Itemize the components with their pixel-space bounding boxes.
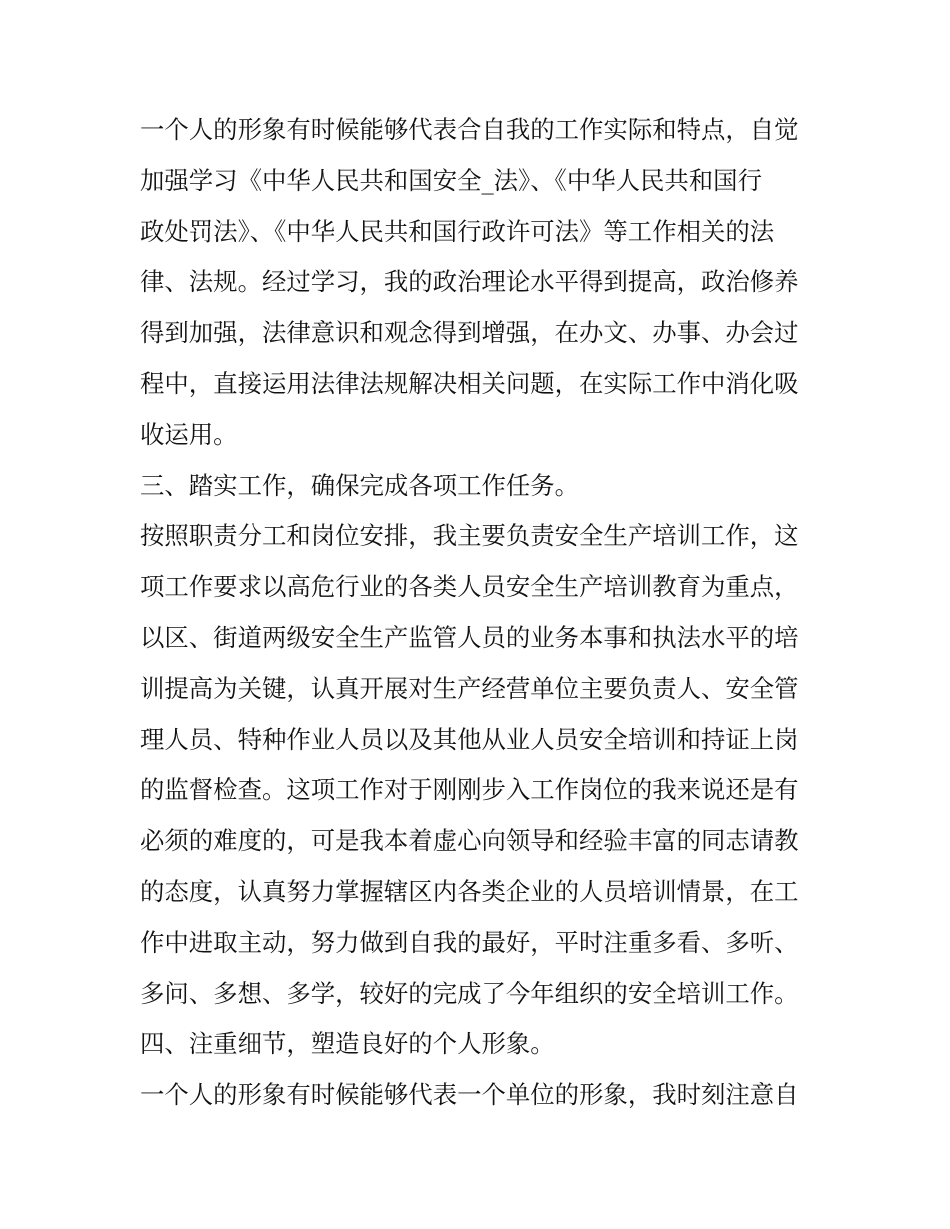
text-line: 一个人的形象有时候能够代表一个单位的形象，我时刻注意自 bbox=[140, 1080, 799, 1110]
text-line: 按照职责分工和岗位安排，我主要负责安全生产培训工作，这 bbox=[140, 521, 799, 551]
text-line: 以区、街道两级安全生产监管人员的业务本事和执法水平的培 bbox=[140, 622, 799, 652]
text-line: 理人员、特种作业人员以及其他从业人员安全培训和持证上岗 bbox=[140, 724, 799, 754]
section-heading: 四、注重细节，塑造良好的个人形象。 bbox=[140, 1029, 555, 1059]
text-line: 得到加强，法律意识和观念得到增强，在办文、办事、办会过 bbox=[140, 318, 799, 348]
text-line: 必须的难度的，可是我本着虚心向领导和经验丰富的同志请教 bbox=[140, 826, 799, 856]
text-line: 加强学习《中华人民共和国安全_法》、《中华人民共和国行 bbox=[140, 165, 762, 195]
section-heading: 三、踏实工作，确保完成各项工作任务。 bbox=[140, 470, 580, 500]
text-line: 训提高为关键，认真开展对生产经营单位主要负责人、安全管 bbox=[140, 673, 799, 703]
text-line: 作中进取主动，努力做到自我的最好，平时注重多看、多听、 bbox=[140, 927, 799, 957]
text-line: 程中，直接运用法律法规解决相关问题，在实际工作中消化吸 bbox=[140, 368, 799, 398]
text-line: 的监督检查。这项工作对于刚刚步入工作岗位的我来说还是有 bbox=[140, 775, 799, 805]
text-line: 多问、多想、多学，较好的完成了今年组织的安全培训工作。 bbox=[140, 978, 799, 1008]
document-body bbox=[140, 105, 820, 1121]
text-line: 的态度，认真努力掌握辖区内各类企业的人员培训情景，在工 bbox=[140, 876, 799, 906]
text-line: 一个人的形象有时候能够代表合自我的工作实际和特点，自觉 bbox=[140, 115, 799, 144]
text-line: 律、法规。经过学习，我的政治理论水平得到提高，政治修养 bbox=[140, 267, 799, 297]
text-line: 收运用。 bbox=[140, 419, 238, 449]
text-line: 政处罚法》、《中华人民共和国行政许可法》等工作相关的法 bbox=[140, 216, 775, 246]
text-line: 项工作要求以高危行业的各类人员安全生产培训教育为重点， bbox=[140, 572, 799, 602]
